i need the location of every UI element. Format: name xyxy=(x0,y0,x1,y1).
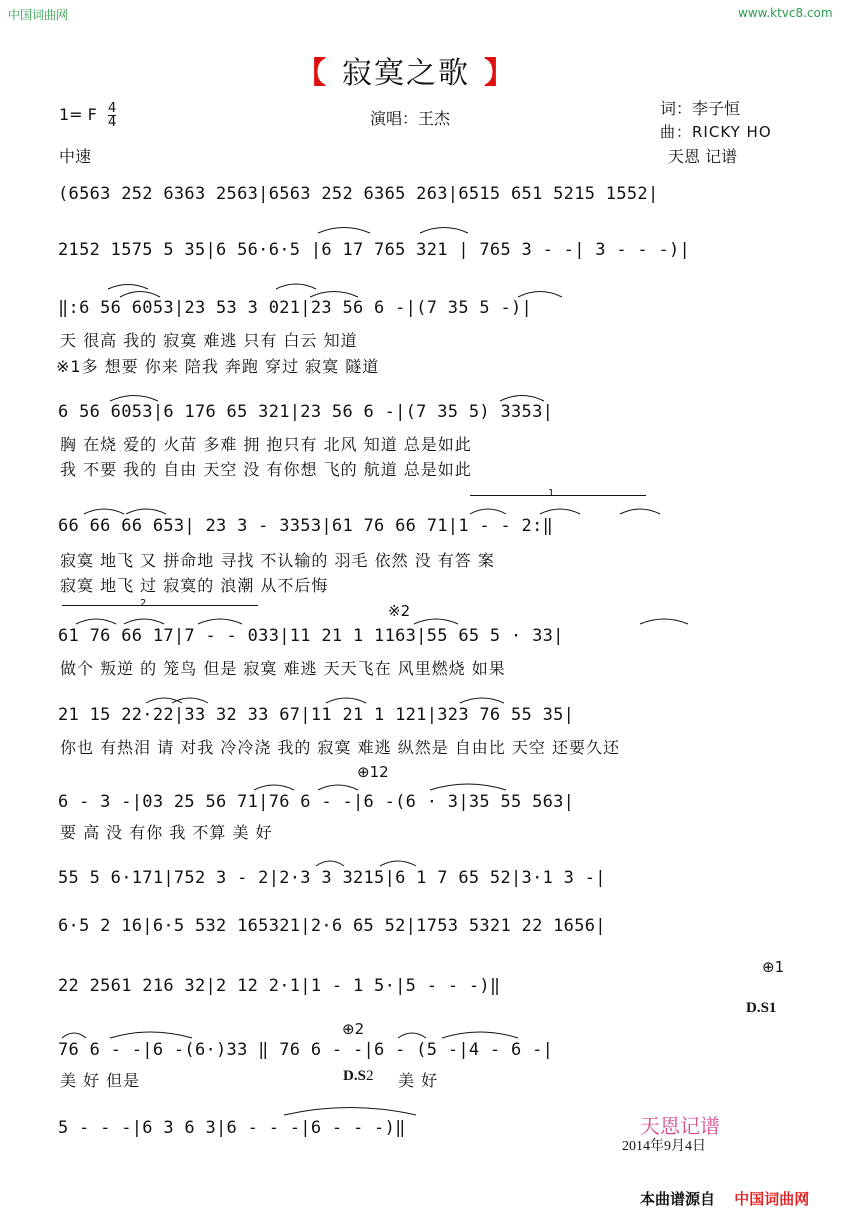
coda-2-sign: ⊕2 xyxy=(342,1020,365,1038)
slur-arc xyxy=(518,292,562,298)
lyrics-line-6: 做个 叛逆 的 笼鸟 但是 寂寞 难逃 天天飞在 风里燃烧 如果 xyxy=(60,659,506,678)
slur-arc xyxy=(442,1032,518,1038)
lyrics-line-3-verse-1: 天 很高 我的 寂寞 难逃 只有 白云 知道 xyxy=(60,331,358,350)
slur-arc xyxy=(540,509,580,514)
composer: 曲：RICKY HO xyxy=(660,123,772,141)
slur-arc xyxy=(108,285,148,290)
score-line-6: 61 76 66 17|7 - - 033|11 21 1 1163|55 65 5 · 33| xyxy=(58,626,564,646)
time-beats: 4 xyxy=(107,101,117,116)
notation-credit: 天恩 记谱 xyxy=(668,147,738,166)
watermark-left: 中国词曲网 xyxy=(8,8,69,22)
lyrics-line-3-verse-2: ※1多 想要 你来 陪我 奔跑 穿过 寂寞 隧道 xyxy=(56,357,380,376)
slur-arc xyxy=(318,785,358,790)
title-text: 寂寞之歌 xyxy=(342,56,470,91)
lyrics-line-12-after-ds2: 美 好 xyxy=(398,1071,439,1090)
slur-arc xyxy=(276,284,316,289)
slur-arc xyxy=(110,396,158,402)
slur-arc xyxy=(380,861,416,866)
slur-arc xyxy=(126,509,166,514)
slur-arc xyxy=(284,1108,416,1116)
slur-arc xyxy=(318,228,370,234)
source-site-link[interactable]: 中国词曲网 xyxy=(734,1190,810,1208)
score-line-7: 21 15 22·22|33 32 33 67|11 21 1 121|323 76 55 35| xyxy=(58,705,575,725)
slur-arc xyxy=(398,1033,426,1038)
slur-arc xyxy=(310,292,358,298)
slur-arc xyxy=(254,785,294,790)
slur-arc xyxy=(620,509,660,514)
slur-arc xyxy=(84,509,124,514)
slur-arc xyxy=(420,228,468,234)
notation-stamp: 天恩记谱 xyxy=(640,1114,720,1138)
volta-1-number: 1 xyxy=(548,488,555,499)
key-label: 1= F xyxy=(59,105,97,124)
lyrics-line-5-verse-1: 寂寞 地飞 又 拼命地 寻找 不认输的 羽毛 依然 没 有答 案 xyxy=(60,551,495,570)
slur-arc xyxy=(62,1033,86,1038)
ds2-number: 2 xyxy=(365,1068,374,1084)
score-line-9: 55 5 6·171|752 3 - 2|2·3 3 3215|6 1 7 65 52|3·1 3 -| xyxy=(58,868,606,888)
watermark-right: www.ktvc8.com xyxy=(738,6,833,20)
score-line-10: 6·5 2 16|6·5 532 165321|2·6 65 52|1753 5321 22 1656| xyxy=(58,916,606,936)
score-line-3: ‖:6 56 6053|23 53 3 021|23 56 6 -|(7 35 5 -)| xyxy=(58,298,533,318)
notation-date: 2014年9月4日 xyxy=(622,1139,706,1154)
slur-arc xyxy=(326,698,366,703)
score-line-4: 6 56 6053|6 176 65 321|23 56 6 -|(7 35 5) 3353| xyxy=(58,402,554,422)
ds2-prefix: D.S xyxy=(343,1068,366,1084)
slur-arc xyxy=(500,396,544,402)
lyrics-line-12: 美 好 但是 xyxy=(60,1071,141,1090)
slur-arc xyxy=(124,619,164,624)
slur-arc xyxy=(460,698,504,703)
slur-arc xyxy=(430,784,506,790)
score-line-2: 2152 1575 5 35|6 56·6·5 |6 17 765 321 | 765 3 - -| 3 - - -)| xyxy=(58,240,691,260)
title-bracket-open: 【 xyxy=(296,56,328,91)
score-line-5: 66 66 66 653| 23 3 - 3353|61 76 66 71|1 - - 2:‖ xyxy=(58,516,554,536)
title-bracket-close: 】 xyxy=(484,56,516,91)
coda-1-sign: ⊕1 xyxy=(762,958,785,976)
slur-arc xyxy=(110,1032,192,1038)
score-line-1: (6563 252 6363 2563|6563 252 6365 263|6515 651 5215 1552| xyxy=(58,184,659,204)
score-line-11: 22 2561 216 32|2 12 2·1|1 - 1 5·|5 - - -)‖ xyxy=(58,976,501,996)
slur-arc xyxy=(414,619,458,624)
time-unit: 4 xyxy=(107,115,117,130)
segno-2-sign: ※2 xyxy=(388,602,411,620)
score-line-12: 76 6 - -|6 -(6·)33 ‖ 76 6 - -|6 - (5 -|4 - 6 -| xyxy=(58,1040,554,1060)
coda-12-sign: ⊕12 xyxy=(357,763,389,781)
performer: 演唱：王杰 xyxy=(370,109,451,128)
slur-arc xyxy=(172,698,208,703)
lyrics-line-7: 你也 有热泪 请 对我 冷冷浇 我的 寂寞 难逃 纵然是 自由比 天空 还要久还 xyxy=(60,738,620,757)
slur-arc xyxy=(470,509,506,514)
lyrics-line-4-verse-1: 胸 在烧 爱的 火苗 多难 拥 抱只有 北风 知道 总是如此 xyxy=(60,435,472,454)
slur-arc xyxy=(640,619,688,624)
lyrics-line-8: 要 高 没 有你 我 不算 美 好 xyxy=(60,823,273,842)
slur-arc xyxy=(76,619,116,624)
volta-2-number: 2 xyxy=(140,598,147,609)
source-label: 本曲谱源自 xyxy=(640,1190,716,1208)
lyrics-line-4-verse-2: 我 不要 我的 自由 天空 没 有你想 飞的 航道 总是如此 xyxy=(60,460,472,479)
score-line-8: 6 - 3 -|03 25 56 71|76 6 - -|6 -(6 · 3|35 55 563| xyxy=(58,792,575,812)
ds1-mark: D.S1 xyxy=(746,1000,777,1016)
score-line-13: 5 - - -|6 3 6 3|6 - - -|6 - - -)‖ xyxy=(58,1118,406,1138)
slur-arc xyxy=(316,861,344,866)
tempo-marking: 中速 xyxy=(59,147,92,166)
slur-arc xyxy=(120,292,160,298)
lyricist: 词：李子恒 xyxy=(660,99,741,118)
lyrics-line-5-verse-2: 寂寞 地飞 过 寂寞的 浪潮 从不后悔 xyxy=(60,576,329,595)
slur-arc xyxy=(198,619,242,624)
